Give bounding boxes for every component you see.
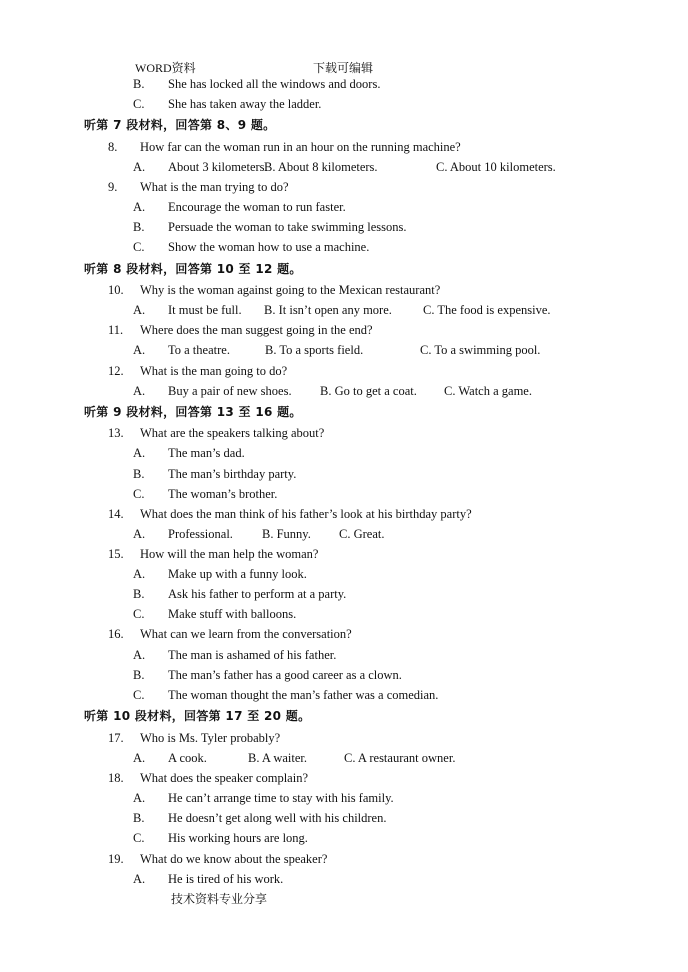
answer-option [0, 809, 680, 827]
answer-options-row [0, 158, 680, 176]
question-text: What is the man going to do? [140, 364, 288, 378]
option-text: B. A waiter. [248, 751, 308, 765]
question-number: 9. [108, 180, 118, 194]
option-text: Encourage the woman to run faster. [168, 200, 346, 214]
answer-options-row [0, 525, 680, 543]
option-letter: A. [133, 384, 146, 398]
option-letter: A. [133, 872, 146, 886]
option-letter: A. [133, 567, 146, 581]
answer-option [0, 666, 680, 684]
question-number: 12. [108, 364, 124, 378]
option-text: The man’s father has a good career as a clown. [168, 668, 402, 682]
option-letter: B. [133, 467, 145, 481]
question-text: How far can the woman run in an hour on the running machine? [140, 140, 461, 154]
question [0, 545, 680, 563]
option-letter: A. [133, 791, 146, 805]
answer-option [0, 605, 680, 623]
option-letter: C. [133, 487, 145, 501]
question [0, 281, 680, 299]
question-number: 8. [108, 140, 118, 154]
question [0, 729, 680, 747]
question [0, 505, 680, 523]
option-text: It must be full. [168, 303, 242, 317]
option-letter: B. [133, 77, 145, 91]
answer-option [0, 565, 680, 583]
option-text: To a theatre. [168, 343, 230, 357]
question-text: What does the man think of his father’s look at his birthday party? [140, 507, 472, 521]
option-letter: A. [133, 527, 146, 541]
answer-option [0, 789, 680, 807]
answer-option [0, 95, 680, 113]
option-text: The man’s birthday party. [168, 467, 297, 481]
option-letter: A. [133, 648, 146, 662]
header-left: WORD资料 [135, 61, 196, 75]
question-number: 17. [108, 731, 124, 745]
option-letter: B. [133, 811, 145, 825]
question-number: 11. [108, 323, 124, 337]
answer-option [0, 646, 680, 664]
option-text: B. To a sports field. [265, 343, 364, 357]
option-letter: A. [133, 343, 146, 357]
header-right: 下载可编辑 [313, 61, 374, 75]
option-text: C. To a swimming pool. [420, 343, 541, 357]
footer: 技术资料专业分享 [171, 892, 268, 906]
option-letter: C. [133, 97, 145, 111]
option-letter: B. [133, 587, 145, 601]
option-text: B. It isn’t open any more. [264, 303, 392, 317]
option-letter: C. [133, 688, 145, 702]
answer-option [0, 238, 680, 256]
answer-options-row [0, 341, 680, 359]
option-text: She has locked all the windows and doors. [168, 77, 381, 91]
answer-option [0, 444, 680, 462]
option-letter: B. [133, 668, 145, 682]
option-text: Persuade the woman to take swimming lessons. [168, 220, 407, 234]
option-text: The woman’s brother. [168, 487, 278, 501]
answer-option [0, 686, 680, 704]
question-number: 19. [108, 852, 124, 866]
answer-option [0, 75, 680, 93]
answer-option [0, 585, 680, 603]
option-text: Ask his father to perform at a party. [168, 587, 347, 601]
option-text: C. Watch a game. [444, 384, 532, 398]
question-number: 16. [108, 627, 124, 641]
option-text: C. A restaurant owner. [344, 751, 456, 765]
option-text: The woman thought the man’s father was a comedian. [168, 688, 439, 702]
option-text: Make up with a funny look. [168, 567, 307, 581]
question-text: How will the man help the woman? [140, 547, 319, 561]
answer-option [0, 829, 680, 847]
answer-options-row [0, 301, 680, 319]
option-text: About 3 kilometers. [168, 160, 268, 174]
option-text: C. Great. [339, 527, 385, 541]
question [0, 850, 680, 868]
section-heading: 听第 9 段材料，回答第 13 至 16 题。 [84, 405, 302, 419]
option-text: He is tired of his work. [168, 872, 284, 886]
option-letter: B. [133, 220, 145, 234]
option-text: The man’s dad. [168, 446, 245, 460]
option-text: A cook. [168, 751, 207, 765]
question-text: What are the speakers talking about? [140, 426, 325, 440]
option-text: Professional. [168, 527, 233, 541]
answer-option [0, 218, 680, 236]
section-heading: 听第 7 段材料，回答第 8、9 题。 [84, 118, 276, 132]
answer-option [0, 870, 680, 888]
question [0, 362, 680, 380]
option-text: C. About 10 kilometers. [436, 160, 556, 174]
option-text: His working hours are long. [168, 831, 308, 845]
question-number: 10. [108, 283, 124, 297]
option-text: Buy a pair of new shoes. [168, 384, 292, 398]
question-number: 18. [108, 771, 124, 785]
question-text: What do we know about the speaker? [140, 852, 328, 866]
question-number: 13. [108, 426, 124, 440]
option-text: B. Go to get a coat. [320, 384, 417, 398]
option-text: He can’t arrange time to stay with his family. [168, 791, 394, 805]
question [0, 769, 680, 787]
option-text: She has taken away the ladder. [168, 97, 322, 111]
question-text: What is the man trying to do? [140, 180, 289, 194]
option-text: B. Funny. [262, 527, 311, 541]
question-text: Who is Ms. Tyler probably? [140, 731, 281, 745]
option-text: C. The food is expensive. [423, 303, 551, 317]
answer-option [0, 485, 680, 503]
option-letter: C. [133, 831, 145, 845]
option-letter: A. [133, 200, 146, 214]
answer-option [0, 465, 680, 483]
question-text: What can we learn from the conversation? [140, 627, 352, 641]
option-letter: A. [133, 160, 146, 174]
option-letter: C. [133, 240, 145, 254]
question-text: What does the speaker complain? [140, 771, 308, 785]
section-heading: 听第 8 段材料，回答第 10 至 12 题。 [84, 262, 302, 276]
option-text: He doesn’t get along well with his children. [168, 811, 387, 825]
answer-options-row [0, 749, 680, 767]
option-letter: C. [133, 607, 145, 621]
question-text: Why is the woman against going to the Mexican restaurant? [140, 283, 441, 297]
question [0, 321, 680, 339]
question-number: 15. [108, 547, 124, 561]
question-text: Where does the man suggest going in the end? [140, 323, 373, 337]
question [0, 625, 680, 643]
option-letter: A. [133, 303, 146, 317]
option-text: B. About 8 kilometers. [264, 160, 378, 174]
question [0, 138, 680, 156]
option-letter: A. [133, 751, 146, 765]
question [0, 178, 680, 196]
section-heading: 听第 10 段材料，回答第 17 至 20 题。 [84, 709, 311, 723]
option-letter: A. [133, 446, 146, 460]
question [0, 424, 680, 442]
answer-option [0, 198, 680, 216]
option-text: Make stuff with balloons. [168, 607, 297, 621]
question-number: 14. [108, 507, 124, 521]
answer-options-row [0, 382, 680, 400]
option-text: Show the woman how to use a machine. [168, 240, 370, 254]
option-text: The man is ashamed of his father. [168, 648, 337, 662]
